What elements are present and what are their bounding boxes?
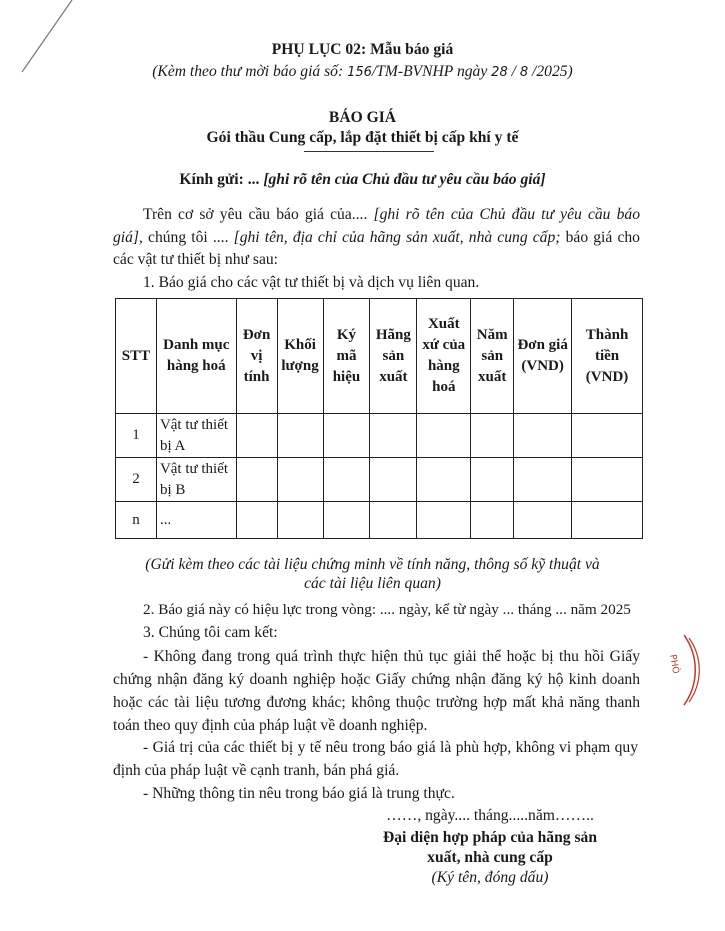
table-row [116,502,643,539]
item-1: 1. Báo giá cho các vật tư thiết bị và dịch vụ liên quan. [143,274,480,291]
column-header: Hãng sản xuất [370,299,417,414]
item-2: 2. Báo giá này có hiệu lực trong vòng: .... ngày, kể từ ngày ... tháng ... năm 2025 [143,601,631,618]
ref-day: 28 [491,65,508,80]
empty-cell [572,414,643,458]
ref-number: 156 [347,65,372,80]
empty-cell [471,502,514,539]
ref-sep: / [507,63,520,80]
attachment-note-2: các tài liệu liên quan) [304,575,441,592]
empty-cell [277,458,323,502]
column-header: Năm sản xuất [471,299,514,414]
column-header: Xuất xứ của hàng hoá [417,299,471,414]
empty-cell [370,502,417,539]
empty-cell [236,458,277,502]
sign-note: (Ký tên, đóng dấu) [431,869,549,886]
empty-cell [277,502,323,539]
svg-text:PHÒ: PHÒ [667,653,681,675]
row-stt: 2 [116,458,157,502]
intro-line-3: các vật tư thiết bị như sau: [113,251,278,268]
column-header: Danh mục hàng hoá [156,299,236,414]
intro-line-1 [143,205,640,225]
ref-mid: /TM-BVNHP ngày [371,63,492,80]
intro-placeholder: [ghi tên, địa chỉ của hãng sản xuất, nhà cung cấp; [233,229,561,246]
table-row [116,458,643,502]
commit-1-line: chứng nhận đăng ký doanh nghiệp hoặc Giấy chứng nhận đăng ký hộ kinh doanh [113,671,640,688]
column-header: Khối lượng [277,299,323,414]
intro-text: Trên cơ sở yêu cầu báo giá của.... [143,206,374,223]
row-item-name: Vật tư thiết bị A [156,414,236,458]
empty-cell [323,502,370,539]
table-row [116,414,643,458]
empty-cell [277,414,323,458]
empty-cell [514,458,572,502]
row-item-name: Vật tư thiết bị B [156,458,236,502]
intro-line-2 [113,228,640,248]
attachment-note-1: (Gửi kèm theo các tài liệu chứng minh về tính năng, thông số kỹ thuật và [145,556,600,573]
signature-date: ……, ngày.... tháng.....năm…….. [386,807,594,824]
commit-1-line: - Không đang trong quá trình thực hiện thủ tục giải thể hoặc bị thu hồi Giấy [143,648,640,665]
empty-cell [417,458,471,502]
row-item-name: ... [156,502,236,539]
empty-cell [236,502,277,539]
intro-text: báo giá cho [560,229,640,246]
intro-text: , chúng tôi .... [139,229,234,246]
column-header: Ký mã hiệu [323,299,370,414]
empty-cell [514,502,572,539]
column-header: STT [116,299,157,414]
empty-cell [417,414,471,458]
commit-1-line: hoặc các tài liệu tương đương khác; không thuộc trường hợp mất khả năng thanh [113,694,640,711]
empty-cell [417,502,471,539]
title-underline [304,151,434,152]
row-stt: n [116,502,157,539]
intro-placeholder: giá] [113,229,139,246]
column-header: Thành tiền (VND) [572,299,643,414]
intro-placeholder: [ghi rõ tên của Chủ đầu tư yêu cầu báo [373,206,641,223]
representative-line-1: Đại diện hợp pháp của hãng sản [382,829,598,846]
addressee [0,170,725,190]
addressee-label: Kính gửi: ... [179,171,264,188]
ref-suffix: /2025) [528,63,573,80]
reference-line [0,62,725,83]
commit-2-line: - Giá trị của các thiết bị y tế nêu trong báo giá là phù hợp, không vi phạm quy [143,739,638,756]
commit-3: - Những thông tin nêu trong báo giá là trung thực. [143,785,455,802]
empty-cell [572,458,643,502]
empty-cell [323,458,370,502]
empty-cell [471,458,514,502]
empty-cell [370,414,417,458]
addressee-placeholder: [ghi rõ tên của Chủ đầu tư yêu cầu báo giá] [263,171,546,188]
column-header: Đơn giá (VND) [514,299,572,414]
representative-line-2: xuất, nhà cung cấp [427,849,553,866]
empty-cell [471,414,514,458]
column-header: Đơn vị tính [236,299,277,414]
empty-cell [514,414,572,458]
quotation-table [115,298,643,539]
empty-cell [236,414,277,458]
commit-1-line: toán theo quy định của pháp luật về doanh nghiệp. [113,717,428,734]
ref-prefix: (Kèm theo thư mời báo giá số: [152,63,348,80]
item-3: 3. Chúng tôi cam kết: [143,624,278,641]
empty-cell [572,502,643,539]
ref-month: 8 [519,65,529,80]
empty-cell [323,414,370,458]
red-seal-stamp [662,630,722,710]
appendix-title: PHỤ LỤC 02: Mẫu báo giá [271,41,454,58]
row-stt: 1 [116,414,157,458]
empty-cell [370,458,417,502]
document-title: BÁO GIÁ [328,109,397,126]
commit-2-line: định của pháp luật về cạnh tranh, bán phá giá. [113,762,400,779]
package-name: Gói thầu Cung cấp, lắp đặt thiết bị cấp khí y tế [206,129,519,146]
